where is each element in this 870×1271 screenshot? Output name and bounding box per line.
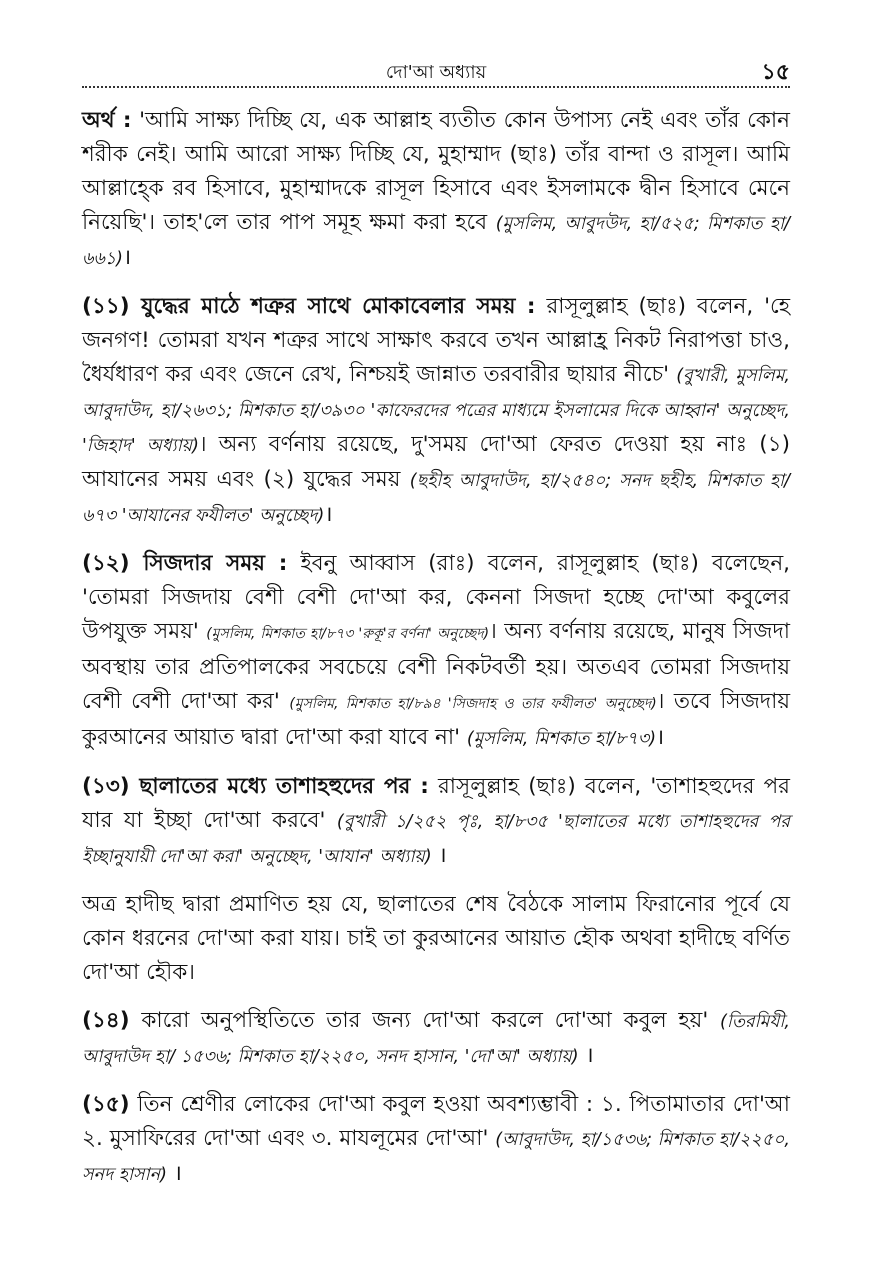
paragraph-14 xyxy=(82,1004,790,1074)
paragraph-label: (১৫) xyxy=(82,1092,130,1117)
paragraph-label: অর্থ : xyxy=(82,108,132,133)
paragraph-tail: । অন্য বর্ণনায় রয়েছে, দু'সময় দো'আ ফেরত দেওয়া হয় নাঃ (১) আযানের সময় এবং (২) যুদ্ধের সময় xyxy=(82,432,790,492)
paragraph-text: কারো অনুপস্থিতিতে তার জন্য দো'আ করলে দো'আ কবুল হয়' xyxy=(129,1008,721,1033)
paragraph-tail: । xyxy=(166,1161,182,1186)
paragraph-tail: । তবে সিজদায় কুরআনের আয়াত দ্বারা দো'আ করা যাবে না' xyxy=(82,689,790,750)
citation: (বুখারী ১/২৫২ পৃঃ, হা/৮৩৫ 'ছালাতের মধ্যে তাশাহহুদের পর ইচ্ছানুযায়ী দো'আ করা' অনুচ্ছেদ, 'আযান' অধ্যায়) xyxy=(82,812,790,867)
paragraph-11 xyxy=(82,290,790,533)
paragraph-conclusion xyxy=(82,888,790,990)
paragraph-label: (১২) সিজদার সময় : xyxy=(82,551,288,576)
paragraph-13 xyxy=(82,770,790,874)
chapter-title: দো'আ অধ্যায় xyxy=(385,62,487,83)
paragraph-12 xyxy=(82,547,790,756)
paragraph-15 xyxy=(82,1088,790,1192)
paragraph-tail: । অন্য বর্ণনায় রয়েছে, মানুষ সিজদা অবস্থায় তার প্রতিপালকের সবচেয়ে বেশী নিকটবর্তী হয়। অতএব তোমরা সিজদায় বেশী বেশী দো'আ কর' xyxy=(82,619,791,714)
paragraph-tail: । xyxy=(578,1043,594,1068)
citation: (মুসলিম, আবুদউদ, হা/৫২৫; মিশকাত হা/৬৬১) xyxy=(82,214,791,269)
paragraph-label: (১১) যুদ্ধের মাঠে শত্রুর সাথে মোকাবেলার সময় : xyxy=(82,294,536,319)
paragraph-label: (১৪) xyxy=(82,1008,130,1033)
citation: (বুখারী, মুসলিম, আবুদাউদ, হা/২৬৩১; মিশকাত হা/৩৯৩০ 'কাফেরদের পত্রের মাধ্যমে ইসলামের দিকে আহ্বান' অনুচ্ছেদ, 'জিহাদ' অধ্যায়) xyxy=(82,366,790,456)
paragraph-tail: । xyxy=(324,502,333,527)
book-page xyxy=(82,52,790,1206)
citation: (মুসলিম, মিশকাত হা/৮৭৩) xyxy=(466,729,657,749)
paragraph-text: তিন শ্রেণীর লোকের দো'আ কবুল হওয়া অবশ্যম্ভাবী : ১. পিতামাতার দো'আ ২. মুসাফিরের দো'আ এবং ৩. মাযলূমের দো'আ' xyxy=(82,1092,790,1151)
paragraph-text: ইবনু আব্বাস (রাঃ) বলেন, রাসূলুল্লাহ (ছাঃ) বলেছেন, 'তোমরা সিজদায় বেশী বেশী দো'আ কর, কেননা সিজদা হচ্ছে দো'আ কবুলের উপযুক্ত সময়' xyxy=(82,551,790,644)
page-header xyxy=(82,52,790,88)
paragraph-text: রাসূলুল্লাহ (ছাঃ) বলেন, 'হে জনগণ! তোমরা যখন শত্রুর সাথে সাক্ষাৎ করবে তখন আল্লাহ্র নিকট নিরাপত্তা চাও, ধৈর্যধারণ কর এবং জেনে রেখ, নিশ্চয়ই জান্নাত তরবারীর ছায়ার নীচে' xyxy=(82,294,791,387)
citation: (তিরমিযী, আবুদাউদ হা/ ১৫৩৬; মিশকাত হা/২২৫০, সনদ হাসান, 'দো'আ' অধ্যায়) xyxy=(82,1012,790,1067)
citation: (মুসলিম, মিশকাত হা/৮৯৪ 'সিজদাহ ও তার ফযীলত' অনুচ্ছেদ) xyxy=(289,696,657,712)
citation: (ছহীহ আবুদাউদ, হা/২৫৪০; সনদ ছহীহ, মিশকাত হা/৬৭৩ 'আযানের ফযীলত' অনুচ্ছেদ) xyxy=(82,471,790,526)
paragraph-text: রাসূলুল্লাহ (ছাঃ) বলেন, 'তাশাহহুদের পর যার যা ইচ্ছা দো'আ করবে' xyxy=(82,774,790,833)
citation: (আবুদাউদ, হা/১৫৩৬; মিশকাত হা/২২৫০, সনদ হাসান) xyxy=(82,1130,790,1185)
paragraph-meaning xyxy=(82,104,790,276)
page-number: ১৫ xyxy=(761,60,790,85)
paragraph-text: 'আমি সাক্ষ্য দিচ্ছি যে, এক আল্লাহ ব্যতীত কোন উপাস্য নেই এবং তাঁর কোন শরীক নেই। আমি আরো সাক্ষ্য দিচ্ছি যে, মুহাম্মাদ (ছাঃ) তাঁর বান্দা ও রাসূল। আমি আল্লাহ্কে রব হিসাবে, মুহাম্মাদকে রাসূল হিসাবে এবং ইসলামকে দ্বীন হিসাবে মেনে নিয়েছি'। তাহ'লে তার পাপ সমূহ ক্ষমা করা হবে xyxy=(82,108,790,235)
paragraph-text: অত্র হাদীছ দ্বারা প্রমাণিত হয় যে, ছালাতের শেষ বৈঠকে সালাম ফিরানোর পূর্বে যে কোন ধরনের দো'আ করা যায়। চাই তা কুরআনের আয়াত হৌক অথবা হাদীছে বর্ণিত দো'আ হৌক। xyxy=(82,892,790,985)
paragraph-tail: । xyxy=(122,245,132,270)
citation: (মুসলিম, মিশকাত হা/৮৭৩ 'রুকূ'র বর্ণনা' অনুচ্ছেদ) xyxy=(206,626,490,642)
paragraph-tail: । xyxy=(431,843,447,868)
paragraph-label: (১৩) ছালাতের মধ্যে তাশাহহুদের পর : xyxy=(82,774,429,799)
paragraph-tail: । xyxy=(656,725,665,750)
